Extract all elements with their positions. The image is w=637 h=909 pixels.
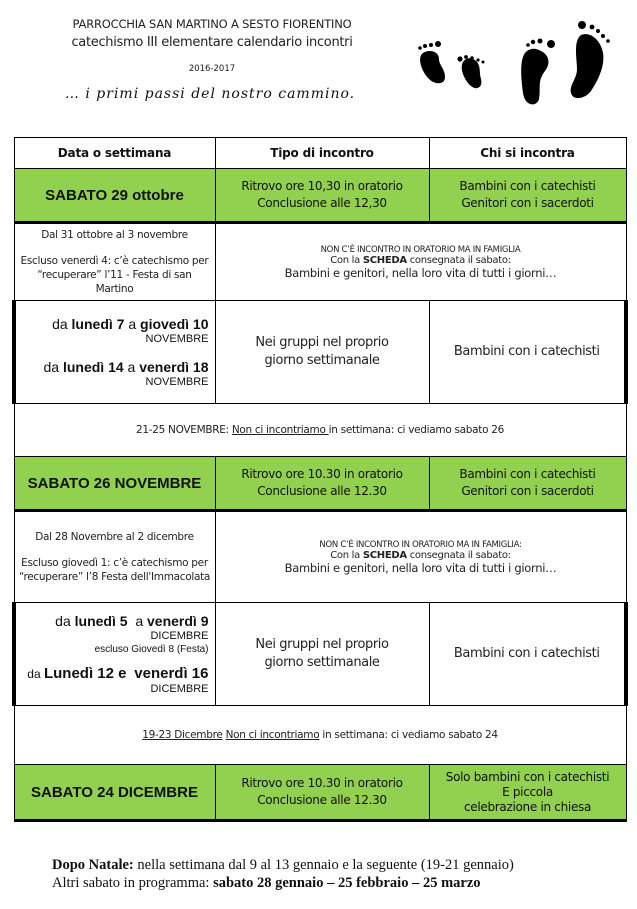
- weekly-dates: [14, 603, 215, 706]
- parish-name: PARROCCHIA SAN MARTINO A SESTO FIORENTINO: [72, 17, 352, 31]
- participants: Bambini con i catechisti: [429, 301, 626, 404]
- family-week-info: [215, 223, 626, 301]
- exception-note: escluso Giovedì 8 (Festa): [94, 644, 209, 655]
- scheda-note: [220, 255, 622, 266]
- no-meeting-note: 21-25 NOVEMBRE: Non ci incontriamo in settimana: ci vediamo sabato 26: [14, 404, 626, 457]
- meeting-type: [215, 169, 429, 223]
- exception-note: “recuperare” l’11 - Festa di san Martino: [37, 269, 192, 295]
- table-row-family-week: [14, 223, 626, 301]
- exception-note: Escluso giovedì 1: c’è catechismo per: [21, 557, 208, 569]
- meeting-type: Nei gruppi nel proprio giorno settimanale: [215, 603, 429, 706]
- scheda-note: Con la SCHEDA consegnata il sabato:: [330, 549, 511, 561]
- participants: Bambini con i catechisti: [429, 603, 626, 706]
- meeting-type: Nei gruppi nel proprio giorno settimanale: [215, 301, 429, 404]
- table-header-row: [14, 138, 626, 169]
- date-range: da Lunedì 12 e venerdì 16: [27, 665, 209, 682]
- participants: Solo bambini con i catechisti E piccola celebrazione in chiesa: [429, 765, 626, 821]
- table-row-family-week: [14, 511, 626, 603]
- no-meeting-notice: NON C’È INCONTRO IN ORATORIO MA IN FAMIGLIA: [320, 244, 521, 255]
- no-meeting-note: 19-23 Dicembre Non ci incontriamo in settimana: ci vediamo sabato 24: [14, 706, 626, 765]
- column-header-date: Data o settimana: [14, 138, 215, 169]
- scheda-bold: SCHEDA: [362, 254, 407, 266]
- after-christmas-note: Dopo Natale: nella settimana dal 9 al 13 gennaio e la seguente (19-21 gennaio): [52, 857, 514, 873]
- family-note: Bambini e genitori, nella loro vita di tutti i giorni…: [284, 560, 557, 575]
- school-year: 2016-2017: [188, 64, 236, 74]
- footer-notes: [52, 856, 514, 892]
- table-row-note: [14, 706, 626, 765]
- family-week-dates: [14, 511, 215, 603]
- exception-note: Escluso venerdì 4: c’è catechismo per: [20, 255, 209, 267]
- other-saturdays-note: Altri sabato in programma: sabato 28 gennaio – 25 febbraio – 25 marzo: [52, 875, 481, 891]
- table-row-saturday: [14, 765, 626, 821]
- meeting-type: Ritrovo ore 10.30 in oratorio Conclusione alle 12.30: [215, 765, 429, 821]
- table-row-note: [14, 404, 626, 457]
- month-label: DICEMBRE: [150, 630, 209, 642]
- participants-line: Bambini con i catechisti: [459, 179, 596, 193]
- date-range: da lunedì 5 a venerdì 9: [55, 613, 209, 629]
- family-note: Bambini e genitori, nella loro vita di tutti i giorni…: [284, 265, 557, 280]
- table-row-saturday: [14, 169, 626, 223]
- participants-line: Genitori con i sacerdoti: [461, 196, 594, 210]
- table-row-saturday: [14, 457, 626, 511]
- calendar-table: [12, 137, 628, 822]
- exception-note: “recuperare” l’8 Festa dell'Immacolata: [18, 571, 211, 583]
- date-range: da lunedì 14 a venerdì 18: [43, 359, 209, 375]
- family-week-info: [215, 511, 626, 603]
- saturday-date: SABATO 29 ottobre: [14, 169, 215, 223]
- meeting-end: Conclusione alle 12,30: [257, 196, 387, 210]
- weekly-dates: [14, 301, 215, 404]
- no-meeting-notice: NON C’È INCONTRO IN ORATORIO MA IN FAMIGLIA:: [319, 539, 522, 550]
- month-label: NOVEMBRE: [145, 333, 209, 345]
- week-range: Dal 31 ottobre al 3 novembre: [41, 229, 188, 241]
- participants: Bambini con i catechisti Genitori con i sacerdoti: [429, 457, 626, 511]
- column-header-type: Tipo di incontro: [215, 138, 429, 169]
- document-title: catechismo III elementare calendario incontri: [71, 35, 353, 50]
- table-row-weekly-groups: [14, 603, 626, 706]
- column-header-who: Chi si incontra: [429, 138, 626, 169]
- scheda-pre: Con la: [330, 254, 363, 266]
- saturday-date: SABATO 26 NOVEMBRE: [14, 457, 215, 511]
- date-range: da lunedì 7 a giovedì 10: [52, 316, 209, 332]
- week-range: Dal 28 Novembre al 2 dicembre: [35, 531, 194, 543]
- footprints-icon: [405, 15, 637, 110]
- scheda-post: consegnata il sabato:: [406, 254, 511, 266]
- month-label: DICEMBRE: [150, 683, 209, 695]
- motto: … i primi passi del nostro cammino.: [64, 86, 356, 102]
- family-week-dates: [14, 223, 215, 301]
- meeting-type: Ritrovo ore 10.30 in oratorio Conclusione alle 12.30: [215, 457, 429, 511]
- month-label: NOVEMBRE: [145, 376, 209, 388]
- table-row-weekly-groups: [14, 301, 626, 404]
- participants: [429, 169, 626, 223]
- meeting-time: Ritrovo ore 10,30 in oratorio: [241, 179, 403, 193]
- saturday-date: SABATO 24 DICEMBRE: [14, 765, 215, 821]
